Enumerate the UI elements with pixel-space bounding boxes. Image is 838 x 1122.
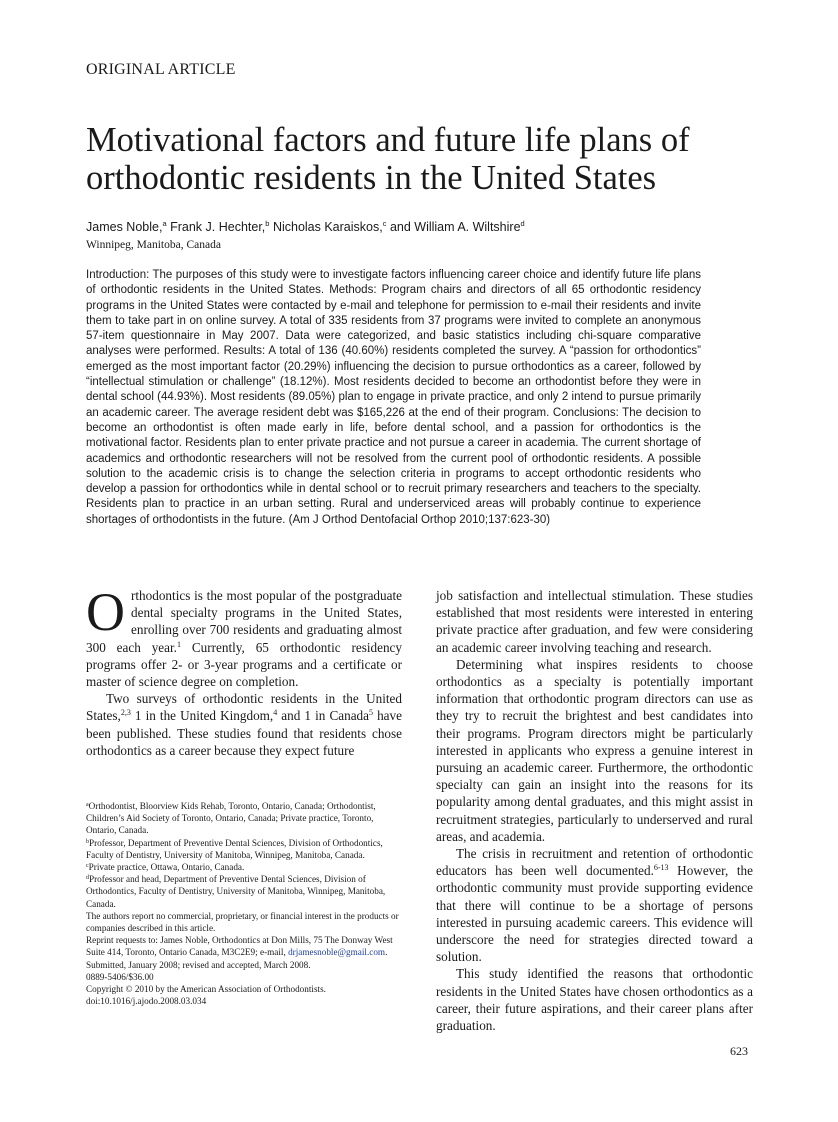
footnote-affiliation-a: $^a$Orthodontist, Bloorview Kids Rehab, Toronto, Ontario, Canada; Orthodontist, Children’s Aid Society of Toronto, Ontario, Canada; Private practice, Toronto, Ontario, Canada.: [86, 801, 376, 836]
reference-mark: 1: [176, 639, 181, 649]
reference-mark: 2,3: [120, 708, 131, 718]
drop-cap: O: [86, 582, 125, 642]
author-name: Frank J. Hechter,: [170, 220, 266, 234]
body-paragraph: Two surveys of orthodontic residents in the United States,$^{2,3}$ 1 in the United Kingdom,$^4$ and 1 in Canada$^5$ have been published. These studies found that residents chose orthodontics as a career because they expect future: [86, 691, 402, 758]
article-title: Motivational factors and future life plans of orthodontic residents in the United States: [86, 121, 690, 197]
footnote-disclosure: The authors report no commercial, proprietary, or financial interest in the products or companies described in this article.: [86, 910, 399, 934]
body-paragraph: This study identified the reasons that orthodontic residents in the United States have chosen orthodontics as a career, their future aspirations, and their career plans after graduation.: [436, 966, 753, 1034]
body-column-left: [86, 582, 402, 759]
page-number: 623: [730, 1044, 748, 1058]
reference-mark: 4: [273, 708, 278, 718]
reference-mark: 6-13: [653, 863, 669, 873]
reference-mark: 5: [369, 708, 373, 718]
footnote-copyright: Copyright © 2010 by the American Association of Orthodontists.: [86, 984, 326, 995]
footnote-reprint: Reprint requests to: James Noble, Orthodontics at Don Mills, 75 The Donway West Suite 414, Toronto, Ontario Canada, M3C2E9; e-mail, drjamesnoble@gmail.com.: [86, 935, 393, 958]
section-label: ORIGINAL ARTICLE: [86, 61, 236, 78]
email-link[interactable]: drjamesnoble@gmail.com: [288, 947, 386, 958]
author-list: [86, 220, 525, 234]
author-name: James Noble,: [86, 220, 163, 234]
footnote-doi: doi:10.1016/j.ajodo.2008.03.034: [86, 996, 207, 1007]
author-affiliation-mark: c: [382, 219, 387, 228]
footnote-affiliation-d: $^d$Professor and head, Department of Preventive Dental Sciences, Division of Orthodontics, Faculty of Dentistry, University of Manitoba, Winnipeg, Manitoba, Canada.: [86, 874, 386, 909]
footnote-affiliation-b: $^b$Professor, Department of Preventive Dental Sciences, Division of Orthodontics, Faculty of Dentistry, University of Manitoba, Winnipeg, Manitoba, Canada.: [86, 837, 383, 860]
author-affiliation-mark: a: [162, 219, 167, 228]
body-column-right: [436, 587, 753, 1034]
abstract: Introduction: The purposes of this study were to investigate factors influencing career choice and identify future life plans of orthodontic residents in the United States. Methods: Program chairs and directors of all 65 orthodontic residency programs in the United States were contacted by e-mail and telephone for permission to e-mail their residents and invite them to take part in on online survey. A total of 335 residents from 37 programs were invited to complete an anonymous 57-item questionnaire in May 2007. Data were categorized, and basic statistics including chi-square comparative analyses were performed. Results: A total of 136 (40.60%) residents completed the survey. A “passion for orthodontics” emerged as the most important factor (20.29%) influencing the decision to pursue orthodontics as a career, followed by “intellectual stimulation or challenge” (18.12%). Most residents decided to become an orthodontist before they were in dental school (44.93%). Most residents (89.05%) plan to engage in private practice, and only 2 intend to pursue primarily an academic career. The average resident debt was $165,226 at the end of their program. Conclusions: The decision to become an orthodontist is often made early in life, before dental school, and a passion for orthodontics is the motivational factor. Residents plan to enter private practice and not pursue a career in academia. The current shortage of academics and orthodontic researchers will not be resolved from the current pool of orthodontic residents. A possible solution to the academic crisis is to change the selection criteria in programs to accept orthodontic residents who develop a passion for orthodontics while in dental school or to recruit primary researchers and teachers to the specialty. Residents plan to practice in an urban setting. Rural and underserviced areas will probably continue to experience shortages of orthodontists in the future. (Am J Orthod Dentofacial Orthop 2010;137:623-30): [86, 269, 701, 526]
author-name: Nicholas Karaiskos,: [272, 220, 383, 234]
body-paragraph: Orthodontics is the most popular of the postgraduate dental specialty programs in the United States, enrolling over 700 residents and graduating almost 300 each year.$^1$ Currently, 65 orthodontic residency programs offer 2- or 3-year programs and a certificate or master of science degree on completion.: [86, 582, 402, 690]
author-location: Winnipeg, Manitoba, Canada: [86, 239, 221, 251]
footnote-affiliation-c: $^c$Private practice, Ottawa, Ontario, Canada.: [86, 862, 245, 873]
body-paragraph: Determining what inspires residents to choose orthodontics as a specialty is potentially important information that orthodontic program directors can use as they try to recruit the brightest and best candidates into their programs. Program directors might be particularly interested in applicants who express a genuine interest in pursuing an academic career. Furthermore, the orthodontic specialty can gain an insight into the reasons for its popularity among dental graduates, and this might assist in recruitment strategies, particularly to underserved and rural areas, and academia.: [436, 656, 753, 844]
author-affiliation-mark: b: [265, 219, 270, 228]
author-name: and William A. Wiltshire: [389, 220, 521, 234]
body-paragraph: The crisis in recruitment and retention of orthodontic educators has been well documented.$^{6-13}$ However, the orthodontic community must provide supporting evidence that there will continue to be a shortage of persons interested in pursuing academic careers. This evidence will underscore the need for strategies directed toward a solution.: [436, 846, 753, 965]
footnote-issn: 0889-5406/$36.00: [86, 971, 154, 982]
footnote-submitted: Submitted, January 2008; revised and accepted, March 2008.: [86, 959, 311, 970]
footnotes: [86, 800, 402, 1007]
body-paragraph: job satisfaction and intellectual stimulation. These studies established that most residents were interested in entering private practice after graduation, and few were considering an academic career involving teaching and research.: [436, 588, 753, 655]
author-affiliation-mark: d: [520, 219, 525, 228]
